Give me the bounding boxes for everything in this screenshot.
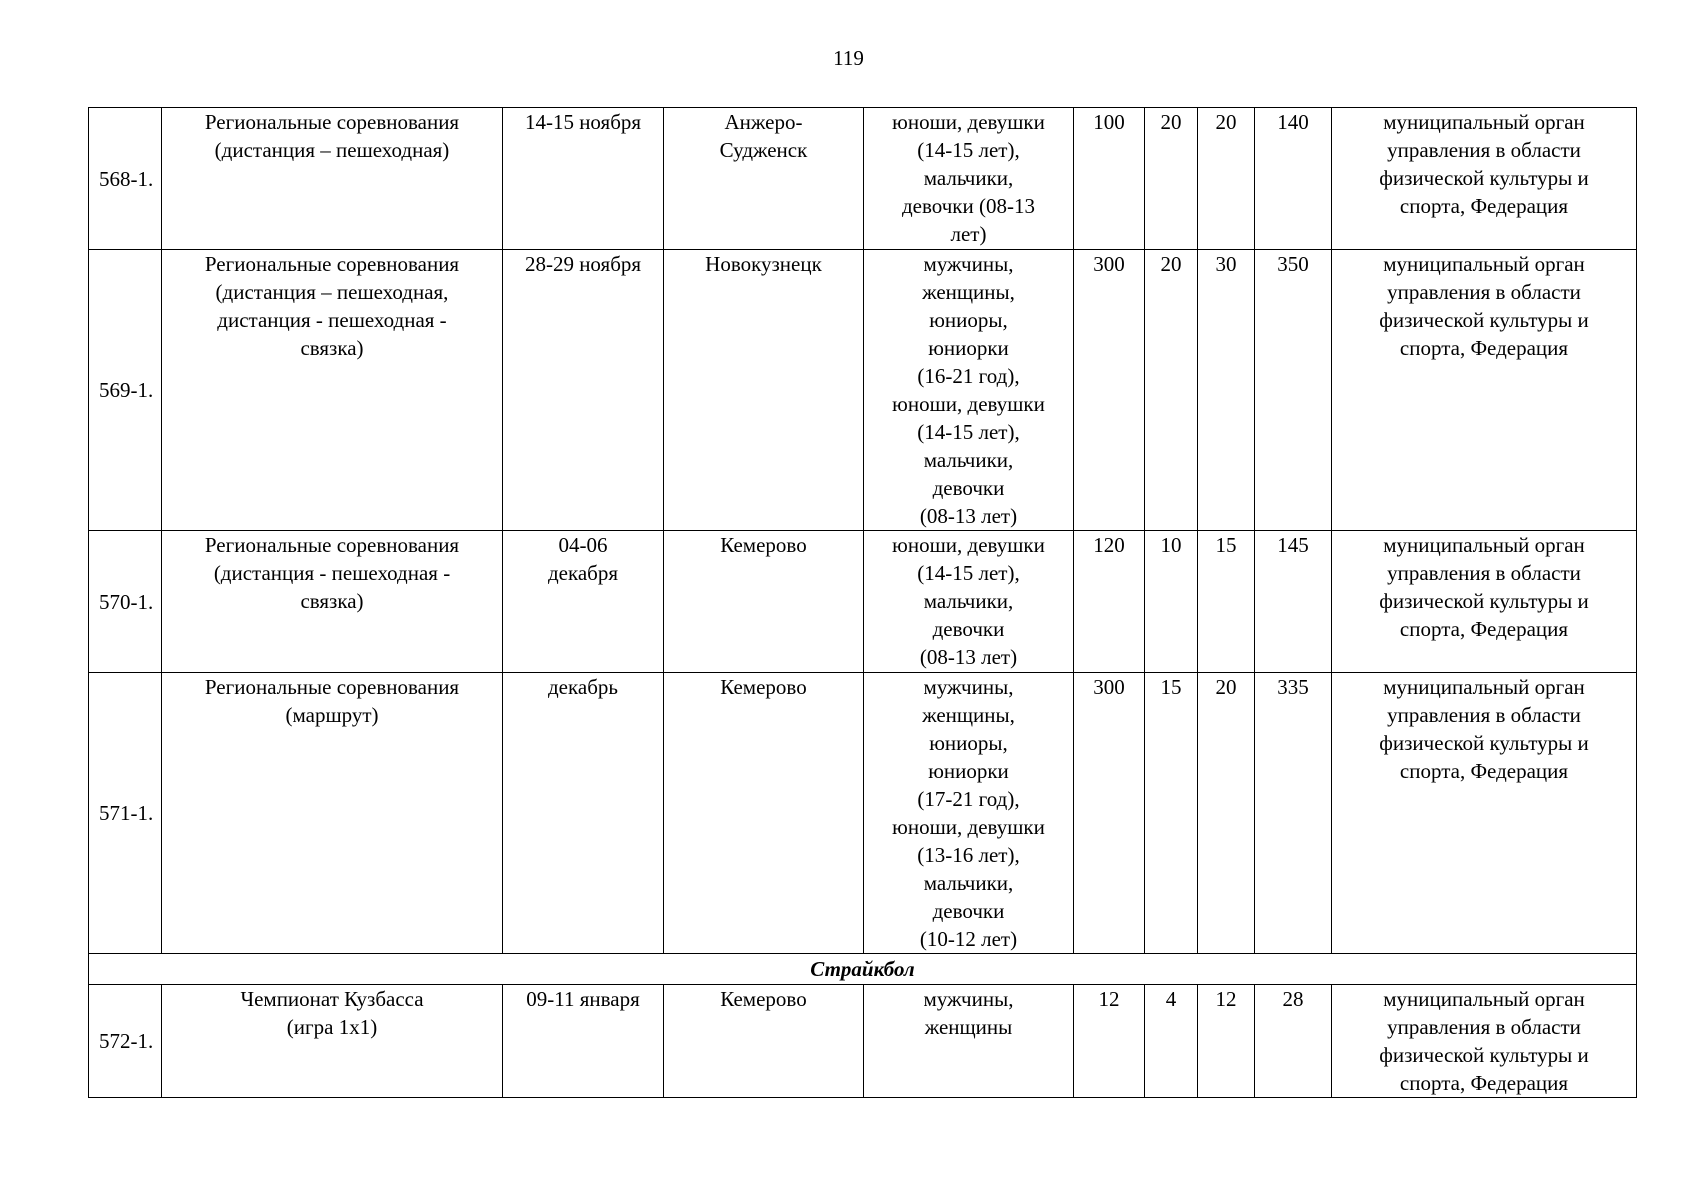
event-name: Чемпионат Кузбасса (игра 1х1) <box>162 985 503 1098</box>
event-participants: мужчины, женщины, юниоры, юниорки (16-21 год), юноши, девушки (14-15 лет), мальчики, девочки (08-13 лет) <box>864 250 1074 531</box>
participants-count: 300 <box>1074 250 1145 531</box>
event-dates: 04-06 декабря <box>503 531 664 673</box>
event-participants: юноши, девушки (14-15 лет), мальчики, девочки (08-13 лет) <box>864 108 1074 250</box>
total-count: 350 <box>1255 250 1332 531</box>
table-row <box>89 673 1637 954</box>
table-row <box>89 250 1637 531</box>
total-count: 335 <box>1255 673 1332 954</box>
staff-count: 20 <box>1198 673 1255 954</box>
event-place: Новокузнецк <box>664 250 864 531</box>
table-row <box>89 985 1637 1098</box>
event-place: Кемерово <box>664 673 864 954</box>
event-organizer: муниципальный орган управления в области физической культуры и спорта, Федерация <box>1332 985 1637 1098</box>
staff-count: 12 <box>1198 985 1255 1098</box>
participants-count: 300 <box>1074 673 1145 954</box>
event-number: 572-1. <box>89 985 162 1098</box>
event-name: Региональные соревнования (маршрут) <box>162 673 503 954</box>
event-number: 568-1. <box>89 108 162 250</box>
staff-count: 30 <box>1198 250 1255 531</box>
events-table <box>88 107 1637 1098</box>
participants-count: 12 <box>1074 985 1145 1098</box>
event-name: Региональные соревнования (дистанция - пешеходная - связка) <box>162 531 503 673</box>
judges-count: 20 <box>1145 108 1198 250</box>
judges-count: 10 <box>1145 531 1198 673</box>
event-place: Кемерово <box>664 985 864 1098</box>
total-count: 140 <box>1255 108 1332 250</box>
event-dates: 14-15 ноября <box>503 108 664 250</box>
judges-count: 20 <box>1145 250 1198 531</box>
event-participants: мужчины, женщины <box>864 985 1074 1098</box>
total-count: 28 <box>1255 985 1332 1098</box>
staff-count: 20 <box>1198 108 1255 250</box>
total-count: 145 <box>1255 531 1332 673</box>
event-place: Кемерово <box>664 531 864 673</box>
event-organizer: муниципальный орган управления в области физической культуры и спорта, Федерация <box>1332 673 1637 954</box>
event-number: 571-1. <box>89 673 162 954</box>
event-organizer: муниципальный орган управления в области физической культуры и спорта, Федерация <box>1332 531 1637 673</box>
event-number: 570-1. <box>89 531 162 673</box>
event-dates: декабрь <box>503 673 664 954</box>
section-header-row <box>89 954 1637 985</box>
participants-count: 100 <box>1074 108 1145 250</box>
participants-count: 120 <box>1074 531 1145 673</box>
event-organizer: муниципальный орган управления в области физической культуры и спорта, Федерация <box>1332 250 1637 531</box>
page-number: 119 <box>833 46 864 70</box>
event-name: Региональные соревнования (дистанция – пешеходная, дистанция - пешеходная - связка) <box>162 250 503 531</box>
event-number: 569-1. <box>89 250 162 531</box>
event-organizer: муниципальный орган управления в области физической культуры и спорта, Федерация <box>1332 108 1637 250</box>
staff-count: 15 <box>1198 531 1255 673</box>
section-title: Страйкбол <box>89 954 1637 985</box>
table-row <box>89 108 1637 250</box>
event-participants: мужчины, женщины, юниоры, юниорки (17-21 год), юноши, девушки (13-16 лет), мальчики, девочки (10-12 лет) <box>864 673 1074 954</box>
event-dates: 28-29 ноября <box>503 250 664 531</box>
event-name: Региональные соревнования (дистанция – пешеходная) <box>162 108 503 250</box>
judges-count: 4 <box>1145 985 1198 1098</box>
event-participants: юноши, девушки (14-15 лет), мальчики, девочки (08-13 лет) <box>864 531 1074 673</box>
event-dates: 09-11 января <box>503 985 664 1098</box>
event-place: Анжеро- Судженск <box>664 108 864 250</box>
judges-count: 15 <box>1145 673 1198 954</box>
table-row <box>89 531 1637 673</box>
